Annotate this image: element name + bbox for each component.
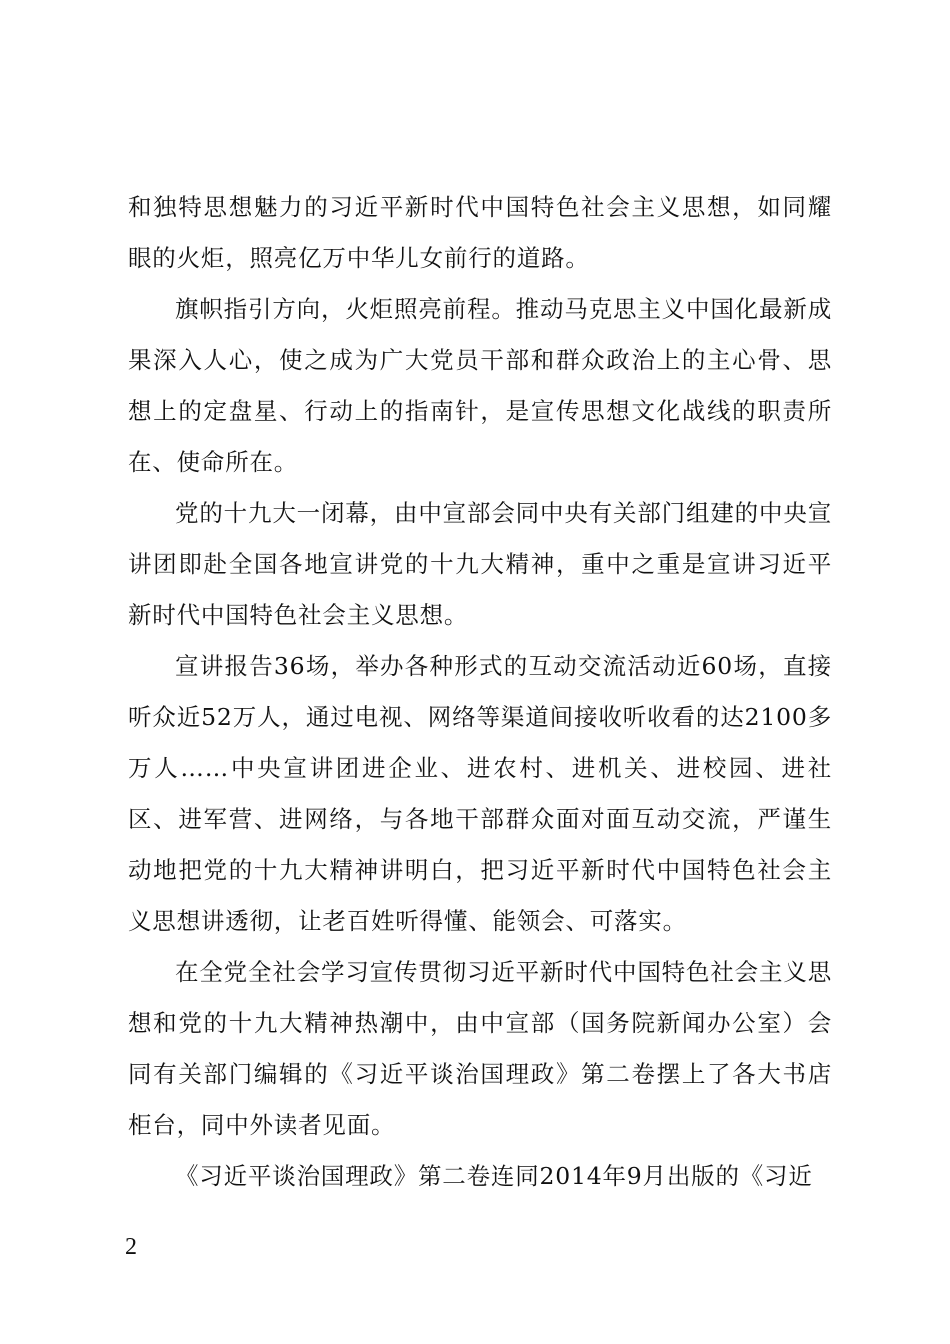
paragraph: 《习近平谈治国理政》第二卷连同2014年9月出版的《习近 <box>175 1162 813 1190</box>
body-text <box>128 182 832 1202</box>
paragraph: 旗帜指引方向，火炬照亮前程。推动马克思主义中国化最新成果深入人心，使之成为广大党员干部和群众政治上的主心骨、思想上的定盘星、行动上的指南针，是宣传思想文化战线的职责所在、使命所在。 <box>128 295 832 476</box>
paragraph: 在全党全社会学习宣传贯彻习近平新时代中国特色社会主义思想和党的十九大精神热潮中，由中宣部（国务院新闻办公室）会同有关部门编辑的《习近平谈治国理政》第二卷摆上了各大书店柜台，同中外读者见面。 <box>128 958 832 1139</box>
paragraph: 宣讲报告36场，举办各种形式的互动交流活动近60场，直接听众近52万人，通过电视、网络等渠道间接收听收看的达2100多万人……中央宣讲团进企业、进农村、进机关、进校园、进社区、进军营、进网络，与各地干部群众面对面互动交流，严谨生动地把党的十九大精神讲明白，把习近平新时代中国特色社会主义思想讲透彻，让老百姓听得懂、能领会、可落实。 <box>128 652 832 935</box>
paragraph-continued: 和独特思想魅力的习近平新时代中国特色社会主义思想，如同耀眼的火炬，照亮亿万中华儿女前行的道路。 <box>128 193 832 272</box>
paragraph: 党的十九大一闭幕，由中宣部会同中央有关部门组建的中央宣讲团即赴全国各地宣讲党的十九大精神，重中之重是宣讲习近平新时代中国特色社会主义思想。 <box>128 499 832 629</box>
page-number: 2 <box>125 1234 137 1260</box>
